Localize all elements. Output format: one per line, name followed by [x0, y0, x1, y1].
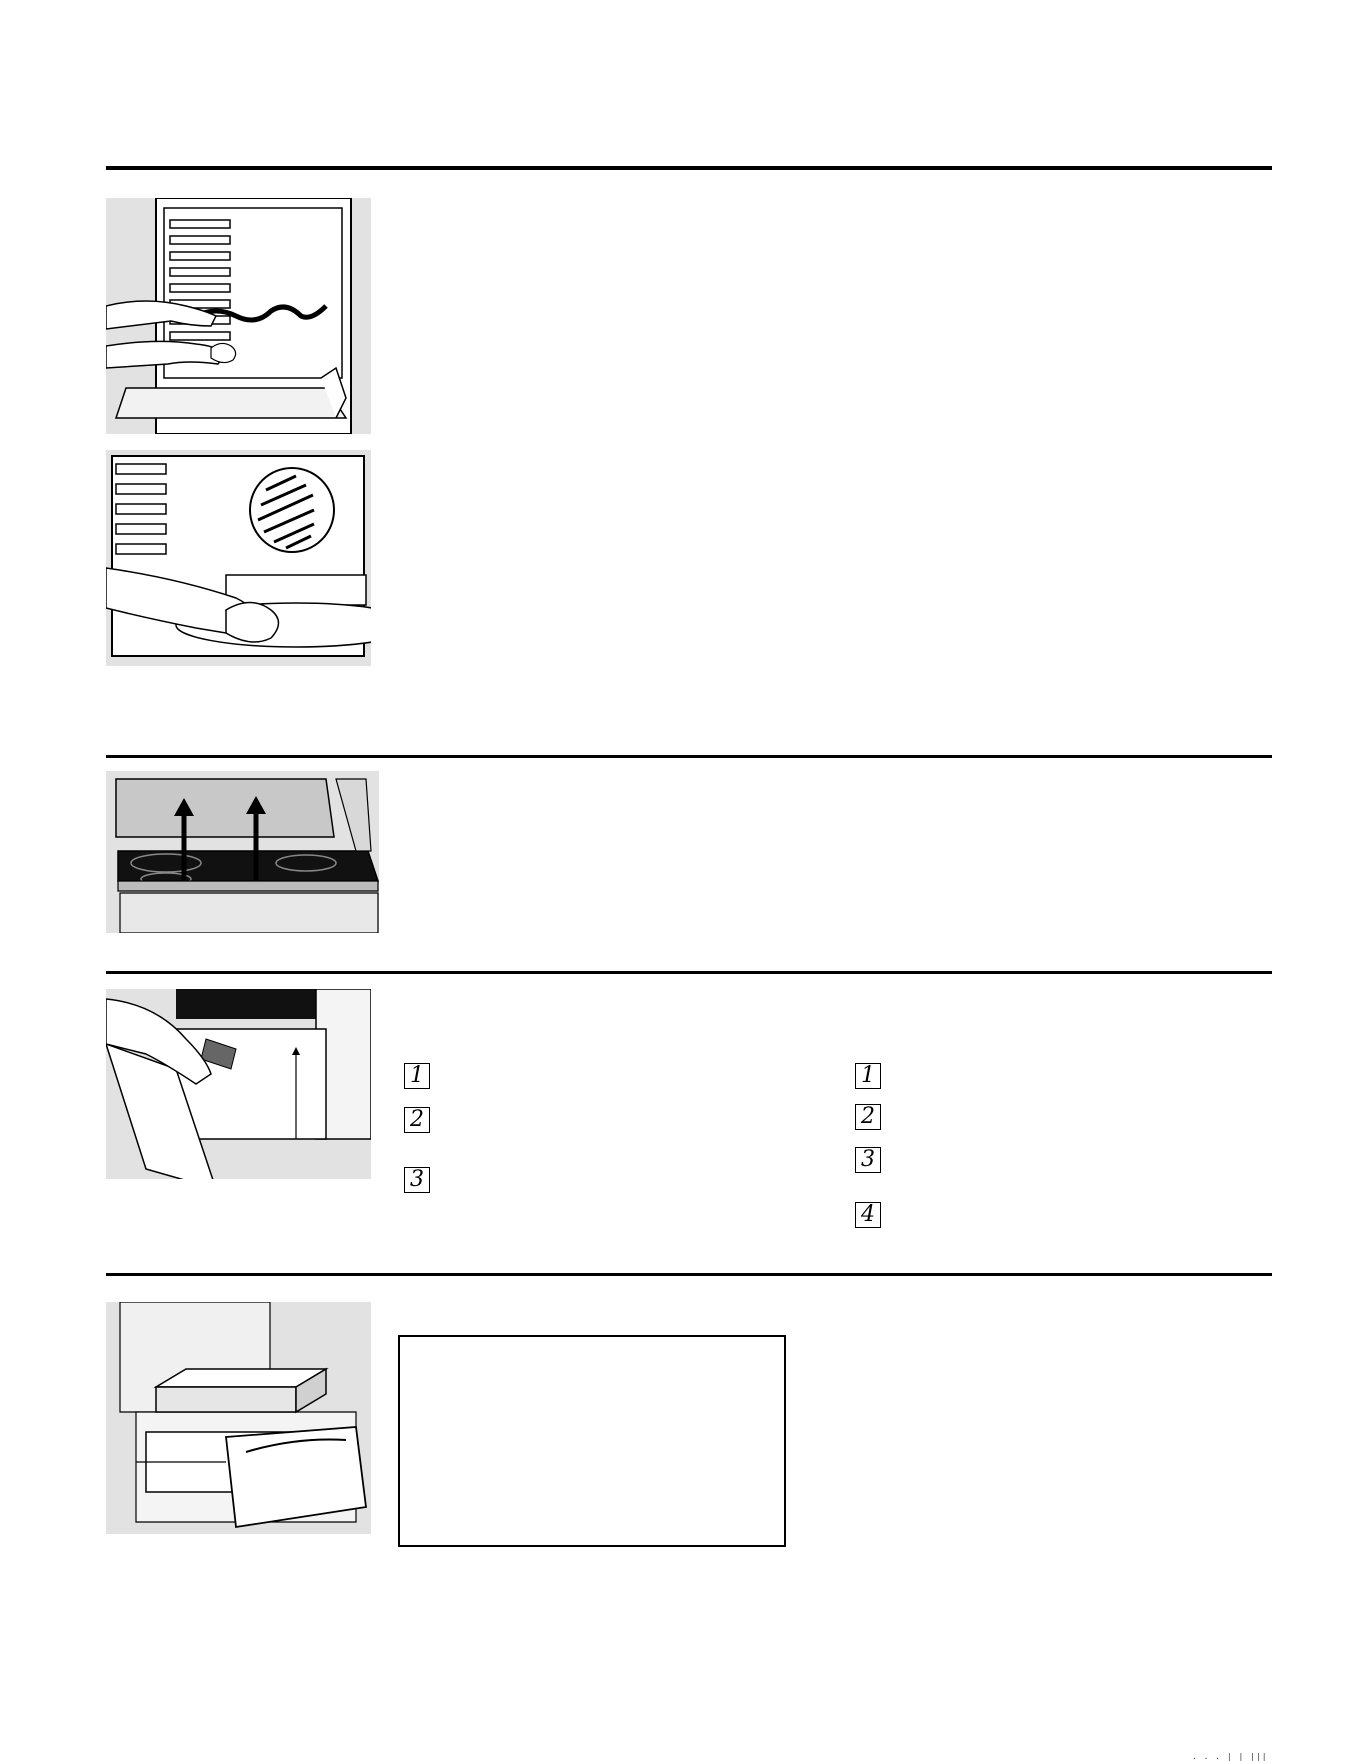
step-number-box: 3 — [404, 1167, 430, 1193]
step-number-box: 1 — [855, 1063, 881, 1089]
oven-interior-wipe-illustration — [106, 198, 371, 434]
drawer-removal-illustration — [106, 989, 371, 1179]
warming-drawer-pan-illustration — [106, 1302, 371, 1534]
step-number-box: 4 — [855, 1202, 881, 1228]
step-number-box: 3 — [855, 1147, 881, 1173]
step-number-box: 2 — [404, 1107, 430, 1133]
section-rule-4 — [106, 1273, 1272, 1276]
cooktop-lift-illustration — [106, 771, 379, 933]
top-section-rule — [106, 166, 1272, 170]
section-rule-2 — [106, 755, 1272, 758]
step-number-box: 2 — [855, 1104, 881, 1130]
step-number-box: 1 — [404, 1063, 430, 1089]
notice-box — [398, 1335, 786, 1547]
footer-printer-mark: . . . | | ||| — [1192, 1752, 1268, 1761]
section-rule-3 — [106, 971, 1272, 974]
oven-back-wall-wipe-illustration — [106, 450, 371, 666]
